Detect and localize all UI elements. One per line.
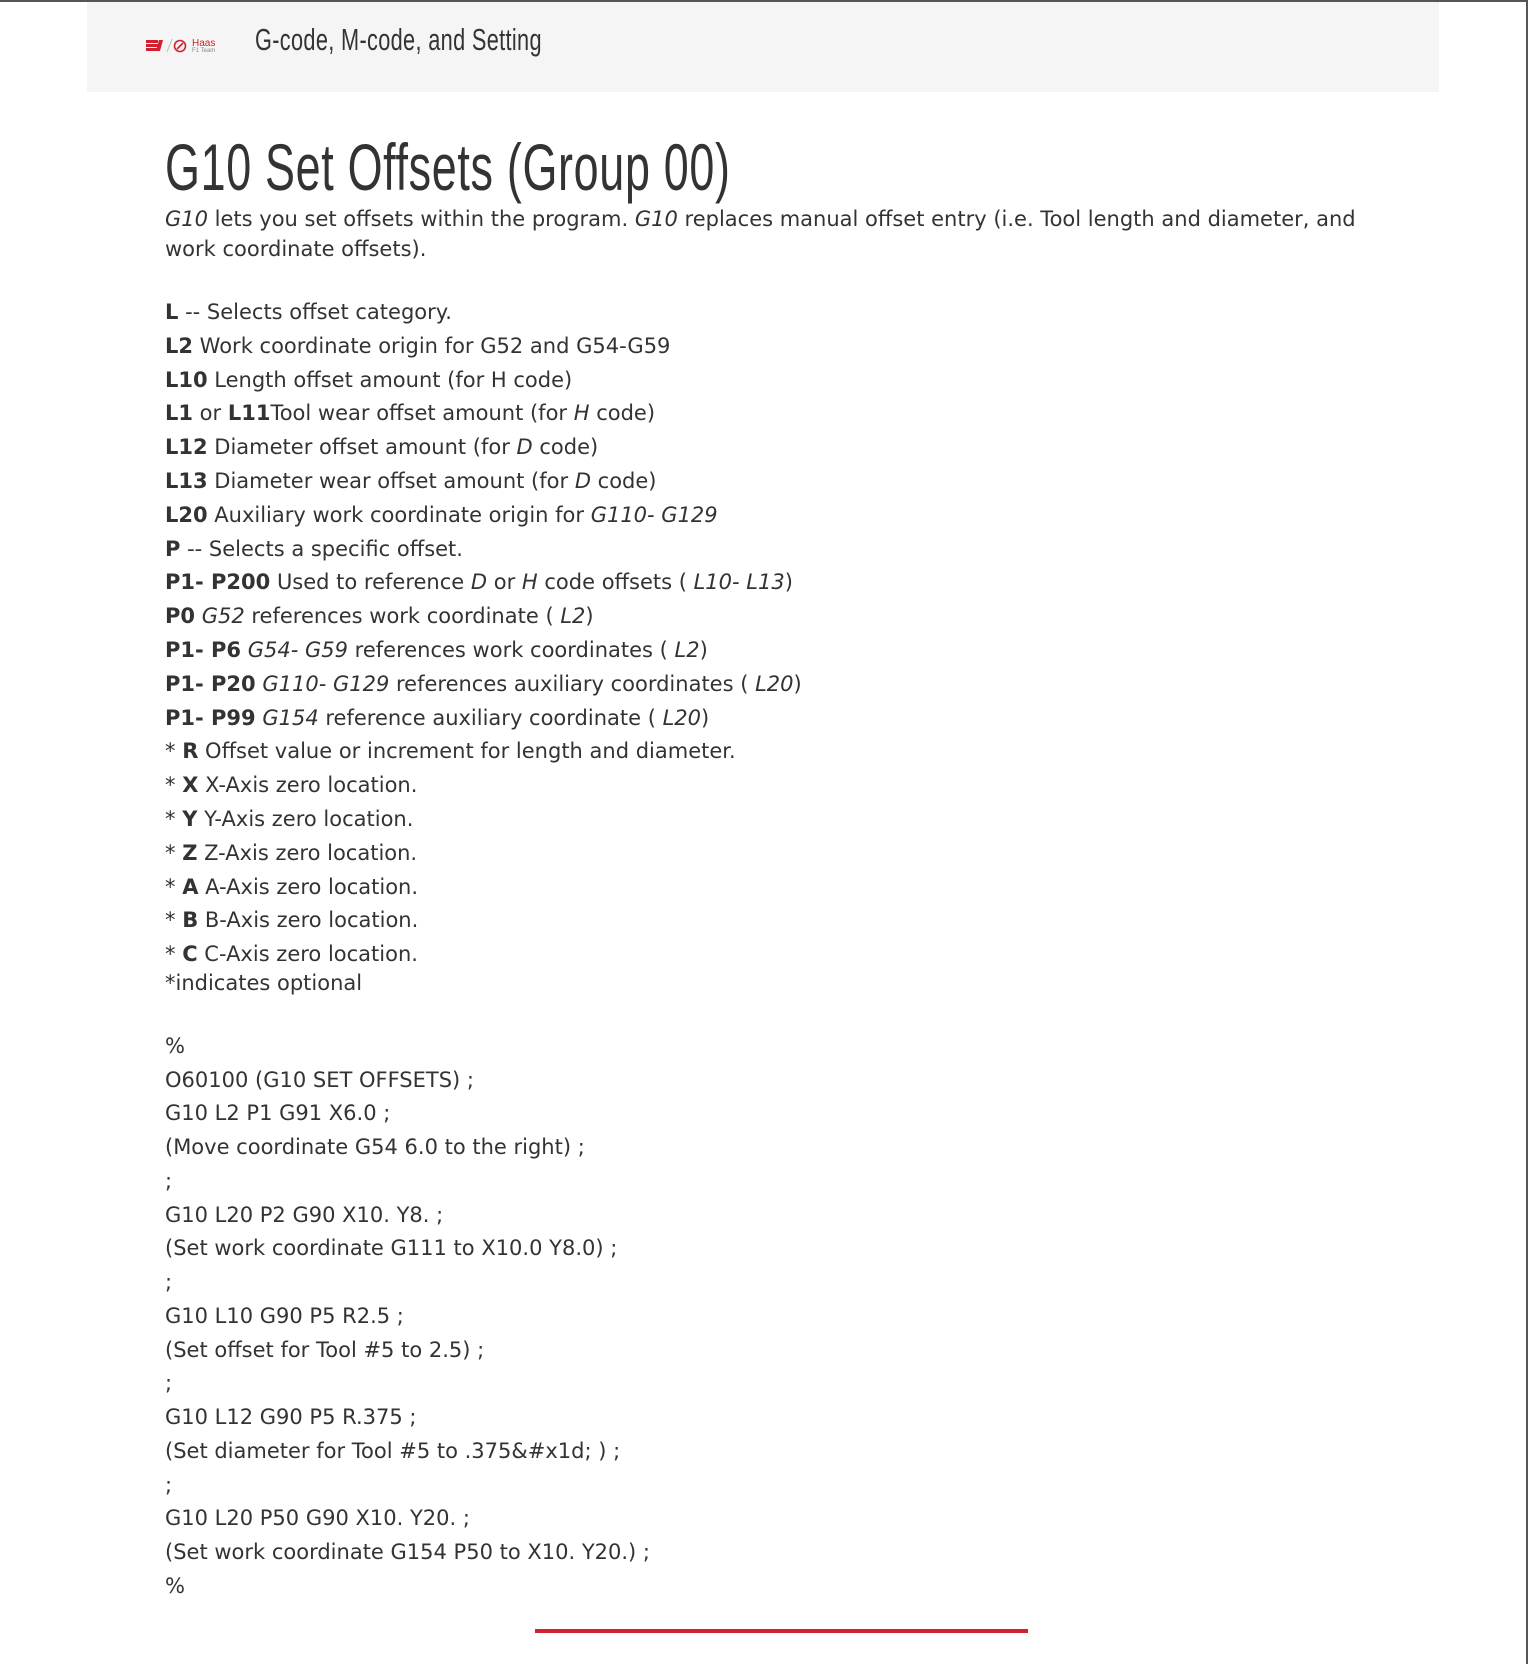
parameter-text: A-Axis zero location. xyxy=(198,874,419,899)
parameter-reference: G54- G59 xyxy=(247,637,348,662)
parameter-text: references work coordinate ( xyxy=(244,604,561,629)
intro-text-1: lets you set offsets within the program. xyxy=(208,207,635,231)
parameter-text: or xyxy=(193,401,228,426)
footer-divider xyxy=(535,1629,1028,1633)
code-line: G10 L20 P50 G90 X10. Y20. ; xyxy=(165,1506,470,1531)
parameter-code: P1- P20 xyxy=(165,671,256,696)
parameter-text: Offset value or increment for length and diameter. xyxy=(198,739,736,764)
parameter-reference: G154 xyxy=(262,705,319,730)
parameter-code: A xyxy=(182,874,199,899)
parameter-text: Auxiliary work coordinate origin for xyxy=(207,502,591,527)
intro-code-1: G10 xyxy=(165,207,208,231)
parameter-text: ) xyxy=(699,637,708,662)
parameter-line xyxy=(165,397,1365,431)
parameter-line xyxy=(165,871,1365,905)
haas-logo-icon xyxy=(146,38,190,54)
code-line: (Move coordinate G54 6.0 to the right) ; xyxy=(165,1135,585,1160)
parameter-text: B-Axis zero location. xyxy=(198,908,419,933)
code-example xyxy=(165,1030,1365,1604)
parameter-text: * xyxy=(165,874,183,899)
parameter-text: references work coordinates ( xyxy=(347,637,675,662)
parameter-code: P1- P200 xyxy=(165,570,271,595)
parameter-line xyxy=(165,938,1365,972)
parameter-text: Work coordinate origin for G52 and G54-G59 xyxy=(193,333,671,358)
haas-logo xyxy=(146,38,215,54)
parameter-line xyxy=(165,769,1365,803)
parameter-code: L13 xyxy=(165,468,208,493)
code-line: O60100 (G10 SET OFFSETS) ; xyxy=(165,1067,474,1092)
parameter-line xyxy=(165,364,1365,398)
optional-note: *indicates optional xyxy=(165,970,363,995)
code-line: ; xyxy=(165,1472,173,1497)
intro-code-2: G10 xyxy=(634,207,678,231)
parameter-text: Tool wear offset amount (for xyxy=(270,401,574,426)
parameter-line xyxy=(165,600,1365,634)
logo-line-2: F1 Team xyxy=(192,47,216,54)
parameter-reference: D xyxy=(470,570,488,595)
parameter-text: code) xyxy=(589,401,656,426)
parameter-text: references auxiliary coordinates ( xyxy=(389,671,756,696)
parameter-line xyxy=(165,904,1365,938)
parameter-line xyxy=(165,668,1365,702)
parameter-reference: H xyxy=(521,570,538,595)
parameter-text: ) xyxy=(793,671,802,696)
parameter-reference: L2 xyxy=(674,637,700,662)
parameter-line xyxy=(165,533,1365,567)
parameter-line xyxy=(165,330,1365,364)
parameter-code: Z xyxy=(182,840,198,865)
parameter-code: P xyxy=(165,536,181,561)
parameter-text: * xyxy=(165,739,183,764)
parameter-text: Y-Axis zero location. xyxy=(197,806,414,831)
parameter-text: -- Selects offset category. xyxy=(178,300,452,324)
page-title: G10 Set Offsets (Group 00) xyxy=(165,130,731,204)
parameter-line xyxy=(165,803,1365,837)
parameter-text xyxy=(195,604,202,628)
parameter-reference: D xyxy=(516,435,533,460)
code-line: G10 L20 P2 G90 X10. Y8. ; xyxy=(165,1202,444,1227)
parameter-code: C xyxy=(182,942,198,967)
parameter-code: L1 xyxy=(165,401,193,426)
parameter-text: code) xyxy=(532,435,599,460)
parameter-line xyxy=(165,634,1365,668)
parameter-text: Length offset amount (for H code) xyxy=(207,367,573,392)
logo-line-1: Haas xyxy=(192,37,216,49)
parameter-line xyxy=(165,499,1365,533)
parameter-text: * xyxy=(165,806,183,831)
code-line: (Set work coordinate G111 to X10.0 Y8.0) ; xyxy=(165,1236,618,1261)
code-line: G10 L2 P1 G91 X6.0 ; xyxy=(165,1101,391,1126)
parameter-line xyxy=(165,837,1365,871)
code-line: (Set work coordinate G154 P50 to X10. Y20.) ; xyxy=(165,1540,650,1565)
parameter-text: or xyxy=(487,570,522,595)
parameter-line xyxy=(165,735,1365,769)
parameter-text: X-Axis zero location. xyxy=(198,773,418,798)
intro-text-2: replaces manual offset entry (i.e. Tool length and diameter, and work coordinate offsets). xyxy=(165,207,1356,261)
parameter-line xyxy=(165,431,1365,465)
parameter-code: L12 xyxy=(165,435,208,460)
parameter-text: C-Axis zero location. xyxy=(197,942,418,967)
code-line: ; xyxy=(165,1371,173,1396)
parameter-text: Diameter wear offset amount (for xyxy=(207,468,575,493)
parameter-code: P0 xyxy=(165,604,196,629)
parameter-line xyxy=(165,465,1365,499)
parameter-reference: D xyxy=(574,468,591,493)
header-title: G-code, M-code, and Setting xyxy=(255,22,542,57)
code-line: % xyxy=(165,1573,185,1598)
code-line: ; xyxy=(165,1168,173,1193)
parameter-reference: L10- L13 xyxy=(693,570,785,595)
code-line: (Set offset for Tool #5 to 2.5) ; xyxy=(165,1337,485,1362)
parameter-text: * xyxy=(165,840,183,865)
parameter-line xyxy=(165,702,1365,736)
parameter-line xyxy=(165,296,1365,330)
parameter-code: L xyxy=(165,300,179,324)
code-line: ; xyxy=(165,1270,173,1295)
parameter-code: R xyxy=(182,739,199,764)
page-header xyxy=(87,2,1439,92)
main-content xyxy=(165,128,1365,1604)
parameter-reference: G110- G129 xyxy=(262,671,390,696)
parameter-text: Diameter offset amount (for xyxy=(207,435,517,460)
parameter-code: P1- P6 xyxy=(165,637,242,662)
parameter-code: X xyxy=(182,773,199,798)
intro-paragraph xyxy=(165,204,1365,264)
parameter-reference: G52 xyxy=(201,604,245,629)
parameter-text: Used to reference xyxy=(270,570,471,595)
parameter-reference: L20 xyxy=(662,705,702,730)
logo-text xyxy=(192,39,215,54)
parameter-text: code) xyxy=(590,468,657,493)
parameter-reference: H xyxy=(573,401,590,426)
parameter-text: * xyxy=(165,908,183,933)
parameter-code: L2 xyxy=(165,333,193,358)
code-line: % xyxy=(165,1033,185,1058)
parameter-code: L11 xyxy=(227,401,271,426)
parameter-reference: G110- G129 xyxy=(590,502,718,527)
parameter-text: ) xyxy=(701,705,710,730)
parameter-code: B xyxy=(182,908,199,933)
parameter-line xyxy=(165,566,1365,600)
parameter-code: Y xyxy=(182,806,198,831)
parameter-reference: L20 xyxy=(755,671,794,696)
parameter-list xyxy=(165,296,1365,972)
parameter-text: Z-Axis zero location. xyxy=(197,840,418,865)
parameter-reference: L2 xyxy=(560,604,586,629)
parameter-text: -- Selects a specific offset. xyxy=(180,536,463,561)
parameter-text: reference auxiliary coordinate ( xyxy=(318,705,663,730)
parameter-text: ) xyxy=(784,570,793,595)
parameter-text xyxy=(241,638,248,662)
parameter-code: P1- P99 xyxy=(165,705,256,730)
parameter-text: code offsets ( xyxy=(537,570,694,595)
code-line: G10 L12 G90 P5 R.375 ; xyxy=(165,1405,417,1430)
parameter-code: L20 xyxy=(165,502,208,527)
parameter-text: * xyxy=(165,942,183,967)
parameter-text: * xyxy=(165,773,183,798)
parameter-code: L10 xyxy=(165,367,208,392)
parameter-text: ) xyxy=(585,604,594,629)
code-line: (Set diameter for Tool #5 to .375&#x1d; ) ; xyxy=(165,1438,621,1463)
code-line: G10 L10 G90 P5 R2.5 ; xyxy=(165,1303,404,1328)
